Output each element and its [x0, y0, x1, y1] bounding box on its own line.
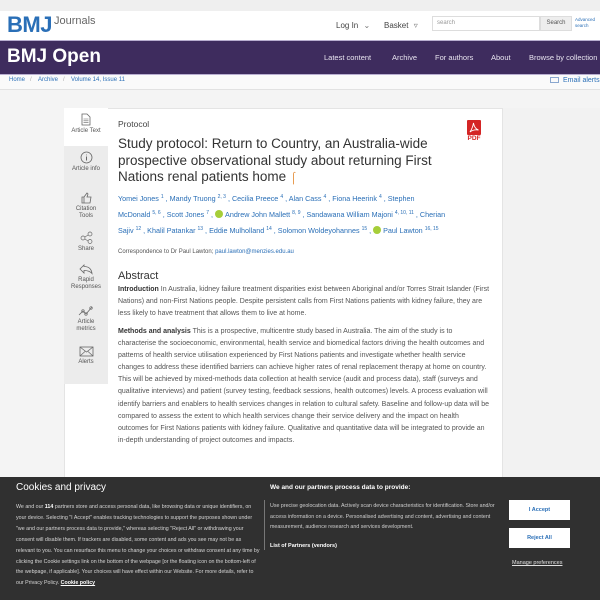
envelope-icon	[79, 346, 94, 357]
nav-browse-by-collection[interactable]: Browse by collection	[529, 53, 598, 62]
introduction-label: Introduction	[118, 286, 159, 293]
cookie-text-1: We and our	[16, 504, 44, 510]
methods-label: Methods and analysis	[118, 328, 191, 335]
advanced-search-link[interactable]: Advanced search	[575, 17, 596, 28]
envelope-icon	[550, 77, 559, 83]
breadcrumb-issue[interactable]: Volume 14, Issue 11	[71, 77, 125, 83]
correspondence-email[interactable]: paul.lawton@menzies.edu.au	[215, 249, 294, 255]
basket-icon: ▿	[413, 21, 418, 30]
sidebar-label: Share	[77, 246, 94, 252]
open-access-icon: ⌠	[290, 172, 297, 184]
document-icon	[81, 113, 91, 126]
manage-preferences-link[interactable]: Manage preferences	[512, 560, 563, 566]
author[interactable]	[332, 194, 382, 203]
correspondence-prefix: Correspondence to Dr Paul Lawton;	[118, 249, 214, 255]
cookie-text	[16, 502, 261, 589]
author-affiliation: 5, 6	[152, 210, 161, 216]
login-label: Log In	[336, 21, 359, 30]
author-affiliation: 14	[266, 226, 272, 232]
divider	[264, 500, 265, 550]
metrics-icon	[78, 305, 94, 317]
browser-top-strip	[0, 0, 600, 11]
accept-button[interactable]: I Accept	[509, 500, 570, 520]
pdf-label: PDF	[467, 135, 481, 142]
cookie-heading: Cookies and privacy	[16, 482, 107, 493]
cookie-consent-banner	[0, 477, 600, 600]
author-list: Yomei Jones $^1$ , Mandy Truong $^{2, 3}$ , Cecilia Preece $^4$ , Alan Cass $^4$ , Fiona Heerink $^4$ , Stephen McDonald $^{5, 6}$ , Scott Jones $^7$ , Andrew John Mallett $^{8, 9}$ , Sandawana William Majoni $^{4, 10, 11}$ , Cherian Sajiv $^{12}$ , Khalil Patankar $^{13}$ , Eddie Mulholland $^{14}$ , Solomon Woldeyohannes $^{15}$ , Paul Lawton $^{16, 15}$	[118, 194, 446, 235]
author-name: Eddie Mulholland	[209, 226, 265, 235]
basket-button[interactable]	[384, 21, 418, 30]
article-type: Protocol	[118, 119, 150, 129]
author-affiliation: 8, 9	[292, 210, 301, 216]
sidebar-label: Rapid Responses	[70, 277, 102, 290]
sidebar-item-article-metrics[interactable]	[64, 305, 108, 333]
abstract-methods	[118, 326, 490, 447]
breadcrumb	[0, 75, 600, 90]
author-affiliation: 4	[378, 194, 382, 200]
info-icon	[80, 151, 93, 164]
login-button[interactable]	[336, 21, 370, 30]
author-name: Mandy Truong	[169, 194, 216, 203]
chevron-down-icon: ⌄	[363, 21, 371, 30]
breadcrumb-separator: /	[30, 77, 32, 83]
acrobat-glyph-icon	[467, 120, 481, 135]
sidebar-label: Article Text	[71, 128, 101, 134]
author-affiliation: 12	[135, 226, 142, 232]
abstract-heading: Abstract	[118, 270, 159, 282]
sidebar-label: Alerts	[78, 359, 94, 365]
nav-about[interactable]: About	[491, 53, 511, 62]
author[interactable]	[209, 226, 272, 235]
author-name: Scott Jones	[166, 210, 205, 219]
author-affiliation: 2, 3	[217, 194, 226, 200]
author[interactable]	[118, 194, 164, 203]
email-alerts-link[interactable]	[550, 77, 600, 84]
bmj-journals-logo[interactable]	[7, 13, 96, 37]
thumbs-up-icon	[80, 191, 93, 204]
sidebar-item-citation-tools[interactable]	[64, 191, 108, 220]
author[interactable]	[289, 194, 327, 203]
reply-icon	[79, 263, 93, 275]
logo-bmj: BMJ	[7, 12, 52, 37]
author[interactable]	[167, 210, 209, 219]
author-affiliation: 4	[323, 194, 327, 200]
author-affiliation: 4	[280, 194, 284, 200]
author-affiliation: 16, 15	[424, 226, 439, 232]
share-icon	[80, 231, 93, 244]
article-sidebar	[64, 108, 108, 384]
author-affiliation: 4, 10, 11	[394, 210, 414, 216]
sidebar-item-article-info[interactable]	[64, 151, 108, 173]
breadcrumb-separator: /	[63, 77, 65, 83]
pdf-download-button[interactable]	[464, 120, 484, 142]
author[interactable]	[232, 194, 283, 203]
nav-for-authors[interactable]: For authors	[435, 53, 474, 62]
breadcrumb-home[interactable]: Home	[9, 77, 26, 83]
pdf-icon	[467, 120, 481, 135]
orcid-icon[interactable]	[373, 226, 381, 234]
author[interactable]	[170, 194, 226, 203]
journal-title[interactable]: BMJ Open	[7, 46, 101, 67]
cookie-policy-link[interactable]: Cookie policy	[60, 580, 96, 587]
author-name: Fiona Heerink	[332, 194, 377, 203]
author-affiliation: 7	[206, 210, 210, 216]
orcid-icon[interactable]	[215, 210, 223, 218]
sidebar-item-rapid-responses[interactable]	[64, 263, 108, 291]
partners-purposes: Use precise geolocation data. Actively scan device characteristics for identification. Store and/or access information on a device. Personalised advertising and content, advertising and content measurement, audience research and services development.	[270, 503, 495, 530]
methods-text: This is a prospective, multicentre study based in Australia. The aim of the study is to characterise the socioeconomic, environmental, health service and biomedical factors driving the health outcomes and patterns of health service utilisation experienced by First Nations patients and investigate whether health service changes to address these identified barriers can achieve higher rates of renal replacement therapy at home on country. This will be achieved by mixed-methods data collection at health service (audit and process data), staff (surveys and qualitative interviews) and patient (survey testing, feedback sessions, health outcomes) levels. A process evaluation will identify barriers and enablers to health services changes in relation to cultural safety. Baseline and follow-up data will be compared to assess the extent to which health services change their service delivery and the impact on health outcomes for First Nations patients with kidney failure. Qualitative and quantitative data will be integrated to provide an in-depth understanding of project outcomes and impacts.	[118, 328, 490, 444]
journal-navbar	[0, 40, 600, 75]
abstract-introduction	[118, 284, 490, 320]
author[interactable]	[215, 210, 300, 219]
partners-heading: We and our partners process data to provide:	[270, 484, 411, 491]
author-name: Solomon Woldeyohannes	[277, 226, 360, 235]
article-title-text: Study protocol: Return to Country, an Australia-wide prospective observational study about returning First Nations renal patients home	[118, 136, 432, 184]
introduction-text: In Australia, kidney failure treatment disparities exist between Aboriginal and/or Torres Strait Islander (First Nations) and non-First Nations people. Despite persistent calls from First Nations patients with kidney failure, they are less likely to have treatment that allows them to live at home.	[118, 286, 490, 318]
partners-count: 114	[44, 504, 54, 510]
author-name: Sandawana William Majoni	[306, 210, 393, 219]
basket-label: Basket	[384, 21, 409, 30]
author[interactable]	[307, 210, 414, 219]
site-header	[0, 11, 600, 40]
correspondence	[118, 249, 294, 255]
sidebar-item-alerts[interactable]	[64, 346, 108, 366]
vendors-link[interactable]: List of Partners (vendors)	[270, 543, 337, 549]
right-column	[503, 108, 600, 488]
sidebar-label: Article metrics	[76, 319, 96, 332]
author-name: Paul Lawton	[383, 226, 423, 235]
author-name: Stephen McDonald	[118, 194, 415, 219]
reject-all-button[interactable]: Reject All	[509, 528, 570, 548]
nav-archive[interactable]: Archive	[392, 53, 418, 62]
author-name: Khalil Patankar	[147, 226, 196, 235]
author-name: Cherian Sajiv	[118, 210, 446, 235]
author-affiliation: 1	[160, 194, 164, 200]
author-affiliation: 13	[197, 226, 204, 232]
author[interactable]	[147, 226, 203, 235]
author[interactable]	[373, 226, 438, 235]
author-affiliation: 15	[361, 226, 368, 232]
cookie-text-2: partners store and access personal data, like browsing data or unique identifiers, on your device. Selecting "I Accept" enables tracking technologies to support the purposes shown under "we and our partners process data to provide," whereas selecting "Reject All" or withdrawing your consent will disable them. If trackers are disabled, some content and ads you see may not be as relevant to you. You can resurface this menu to change your choices or withdraw consent at any time by clicking the Cookie settings link on the bottom of the webpage [or the floating icon on the bottom-left of the webpage, if applicable]. Your choices will have effect within our Website. For more details, refer to our Privacy Policy.	[16, 504, 260, 587]
author-name: Alan Cass	[288, 194, 322, 203]
email-alerts-label: Email alerts	[563, 77, 600, 84]
breadcrumb-archive[interactable]: Archive	[38, 77, 59, 83]
sidebar-label: Article info	[71, 166, 100, 172]
author-name: Andrew John Mallett	[225, 210, 291, 219]
article-title	[118, 136, 448, 187]
author-name: Yomei Jones	[118, 194, 159, 203]
sidebar-item-share[interactable]	[64, 231, 108, 253]
sidebar-item-article-text[interactable]	[64, 108, 108, 146]
search-input[interactable]: search	[432, 16, 540, 31]
nav-latest-content[interactable]: Latest content	[324, 53, 372, 62]
author[interactable]	[278, 226, 367, 235]
logo-journals: Journals	[53, 15, 96, 27]
author-name: Cecilia Preece	[231, 194, 279, 203]
search-button[interactable]: Search	[540, 16, 572, 31]
sidebar-label: Citation Tools	[75, 206, 97, 219]
